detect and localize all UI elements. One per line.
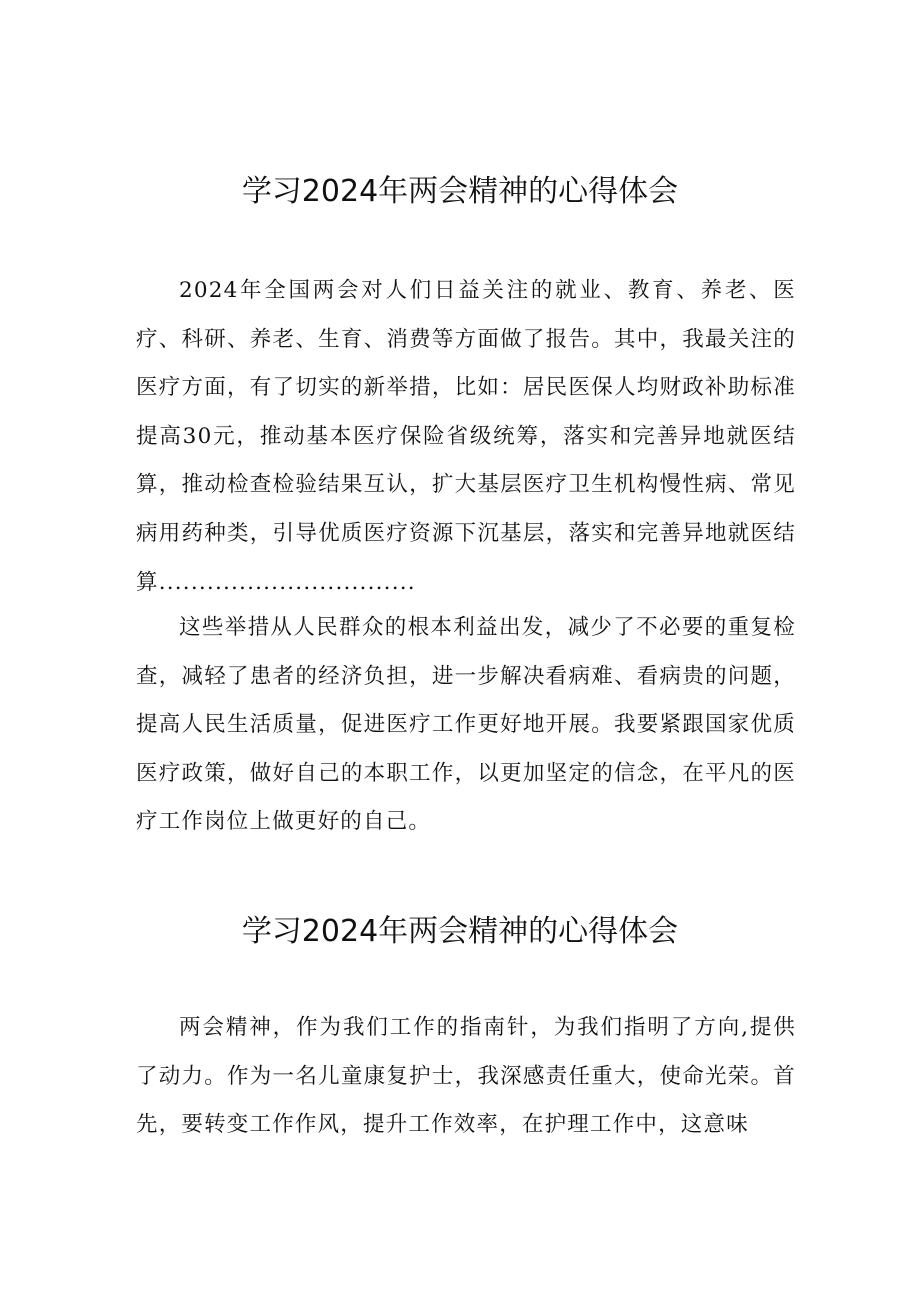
section-title: 学习2024年两会精神的心得体会 [241,174,679,209]
section-title: 学习2024年两会精神的心得体会 [241,914,679,949]
paragraph: 2024年全国两会对人们日益关注的就业、教育、养老、医疗、科研、养老、生育、消费等方面做了报告。其中，我最关注的医疗方面，有了切实的新举措，比如：居民医保人均财政补助标准提高30元，推动基本医疗保险省级统筹，落实和完善异地就医结算，推动检查检验结果互认，扩大基层医疗卫生机构慢性病、常见病用药种类，引导优质医疗资源下沉基层，落实和完善异地就医结算................................ [136,278,796,595]
paragraph: 这些举措从人民群众的根本利益出发，减少了不必要的重复检查，减轻了患者的经济负担，进一步解决看病难、看病贵的问题，提高人民生活质量，促进医疗工作更好地开展。我要紧跟国家优质医疗政策，做好自己的本职工作，以更加坚定的信念，在平凡的医疗工作岗位上做更好的自己。 [136,615,796,835]
paragraph: 两会精神，作为我们工作的指南针，为我们指明了方向,提供了动力。作为一名儿童康复护士，我深感责任重大，使命光荣。首先，要转变工作作风，提升工作效率，在护理工作中，这意味 [136,1015,796,1138]
